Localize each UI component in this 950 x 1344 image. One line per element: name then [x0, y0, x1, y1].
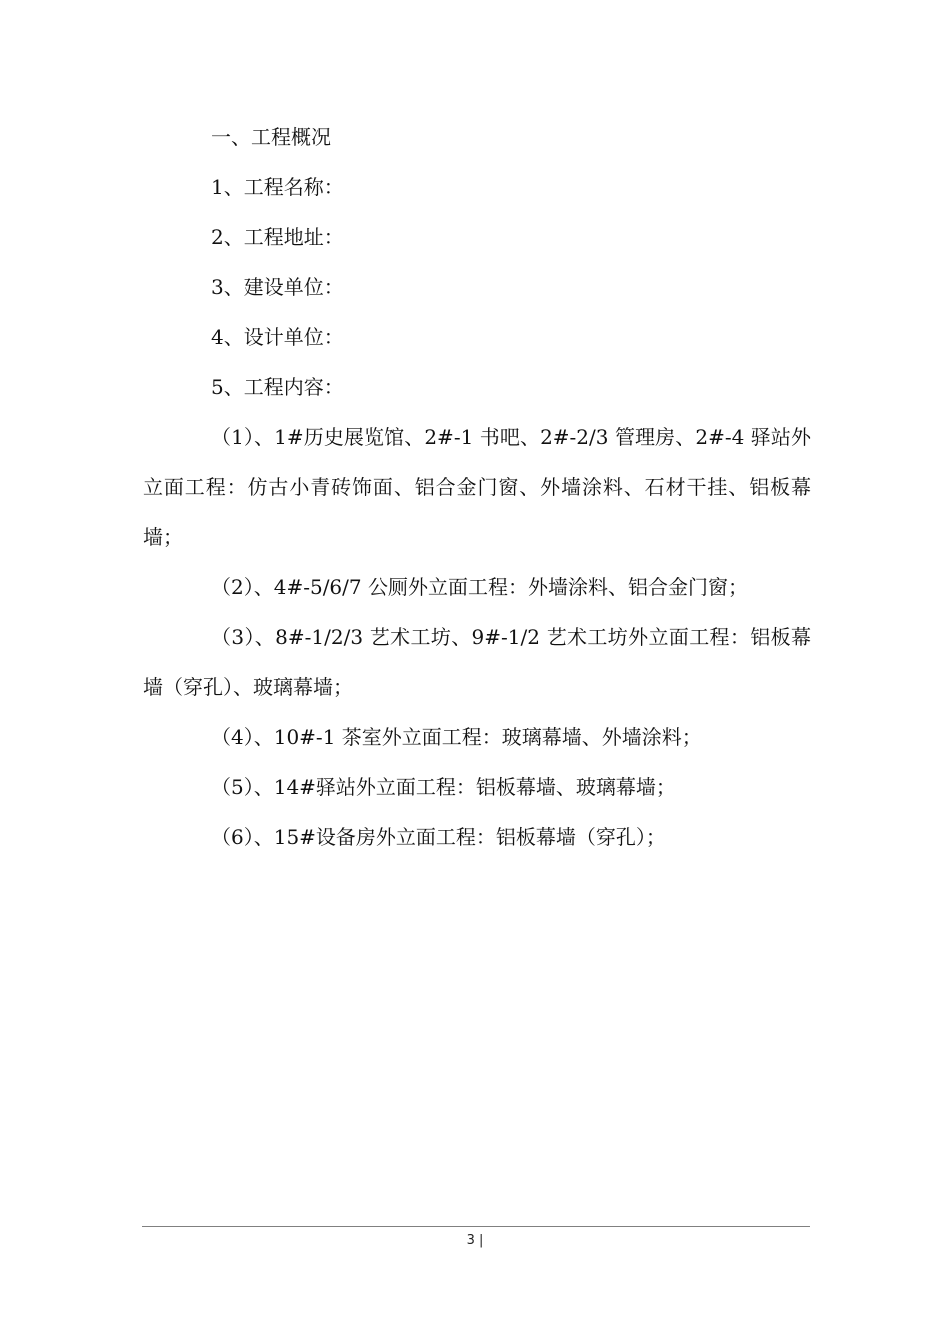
- project-content-line: 5、工程内容：: [211, 375, 344, 399]
- content-item-3: （3）、8#-1/2/3 艺术工坊、9#-1/2 艺术工坊外立面工程：铝板幕墙（穿孔）、玻璃幕墙；: [143, 625, 811, 699]
- content-item-1: （1）、1#历史展览馆、2#-1 书吧、2#-2/3 管理房、2#-4 驿站外立面工程：仿古小青砖饰面、铝合金门窗、外墙涂料、石材干挂、铝板幕墙；: [143, 425, 811, 549]
- section-heading: 一、工程概况: [211, 125, 331, 149]
- document-body: [143, 112, 811, 862]
- content-item-2: （2）、4#-5/6/7 公厕外立面工程：外墙涂料、铝合金门窗；: [211, 575, 748, 599]
- project-address-line: 2、工程地址：: [211, 225, 344, 249]
- project-name-line: 1、工程名称：: [211, 175, 344, 199]
- design-unit-line: 4、设计单位：: [211, 325, 344, 349]
- footer-divider: [142, 1226, 810, 1227]
- construction-unit-line: 3、建设单位：: [211, 275, 344, 299]
- content-item-5: （5）、14#驿站外立面工程：铝板幕墙、玻璃幕墙；: [211, 775, 676, 799]
- page-number: 3 |: [466, 1233, 484, 1248]
- content-item-6: （6）、15#设备房外立面工程：铝板幕墙（穿孔）；: [211, 825, 666, 849]
- content-item-4: （4）、10#-1 茶室外立面工程：玻璃幕墙、外墙涂料；: [211, 725, 702, 749]
